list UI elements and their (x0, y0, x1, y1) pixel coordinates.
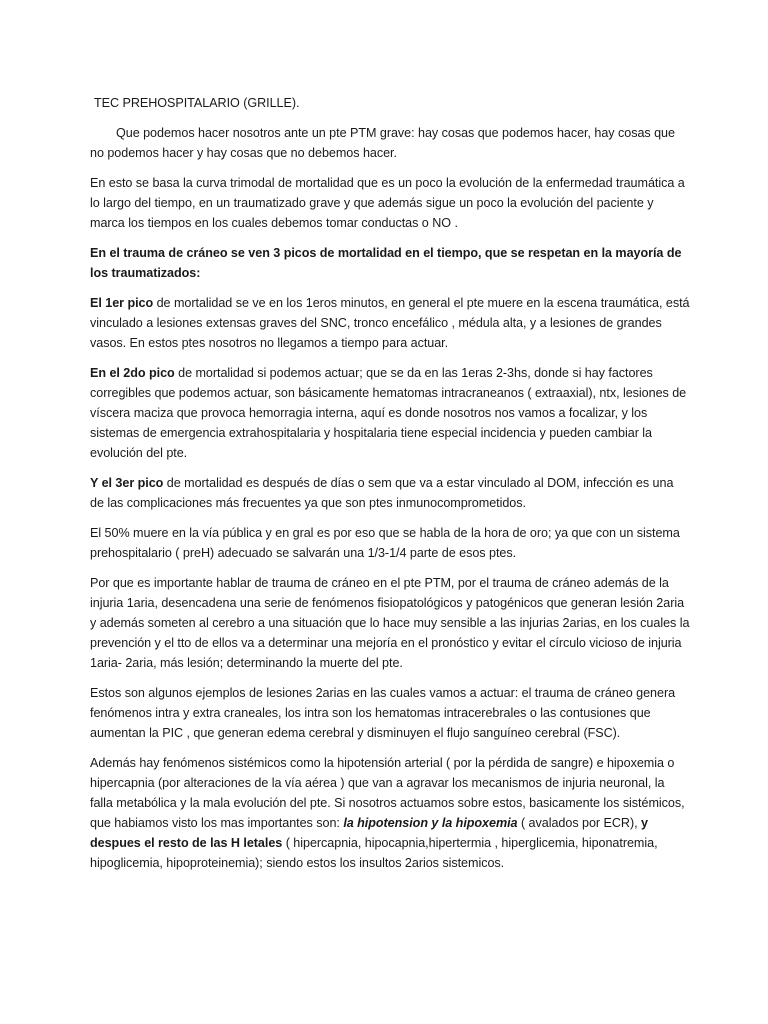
paragraph-systemic-phenomena (90, 753, 690, 873)
paragraph-importance: Por que es importante hablar de trauma de cráneo en el pte PTM, por el trauma de cráneo además de la injuria 1aria, desencadena una serie de fenómenos fisiopatológicos y patogénicos que generan lesión 2aria y además someten al cerebro a una situación que lo hace muy sensible a las injurias 2arias, en los cuales la prevención y el tto de ellos va a determinar una mejoría en el pronóstico y evitar el círculo vicioso de injuria 1aria- 2aria, más lesión; determinando la muerte del pte. (90, 576, 690, 670)
second-peak-label: En el 2do pico (90, 366, 175, 380)
paragraph-three-peaks-heading: En el trauma de cráneo se ven 3 picos de mortalidad en el tiempo, que se respetan en la mayoría de los traumatizados: (90, 246, 682, 280)
paragraph-first-peak (90, 293, 690, 353)
paragraph-secondary-lesions: Estos son algunos ejemplos de lesiones 2arias en las cuales vamos a actuar: el trauma de cráneo genera fenómenos intra y extra craneales, los intra son los hematomas intracerebrales o las contusiones que aumentan la PIC , que generan edema cerebral y disminuyen el flujo sanguíneo cerebral (FSC). (90, 686, 676, 740)
systemic-text-b: ( avalados por ECR), (517, 816, 642, 830)
paragraph-trimodal-curve: En esto se basa la curva trimodal de mortalidad que es un poco la evolución de la enfermedad traumática a lo largo del tiempo, en un traumatizado grave y que además sigue un poco la evolución del paciente y marca los tiempos en los cuales debemos tomar conductas o NO . (90, 176, 685, 230)
first-peak-label: El 1er pico (90, 296, 154, 310)
paragraph-intro: Que podemos hacer nosotros ante un pte PTM grave: hay cosas que podemos hacer, hay cosas que no podemos hacer y hay cosas que no debemos hacer. (90, 126, 675, 160)
second-peak-text: de mortalidad si podemos actuar; que se da en las 1eras 2-3hs, donde si hay factores corregibles que podemos actuar, son básicamente hematomas intracraneanos ( extraaxial), ntx, lesiones de víscera maciza que provoca hemorragia interna, aquí es donde nosotros nos vamos a focalizar, y los sistemas de emergencia extrahospitalaria y hospitalaria tiene especial incidencia y pueden cambiar la evolución del pte. (90, 366, 687, 460)
paragraph-third-peak (90, 473, 690, 513)
paragraph-golden-hour: El 50% muere en la vía pública y en gral es por eso que se habla de la hora de oro; ya que con un sistema prehospitalario ( preH) adecuado se salvarán una 1/3-1/4 parte de esos ptes. (90, 526, 680, 560)
third-peak-text: de mortalidad es después de días o sem que va a estar vinculado al DOM, infección es una de las complicaciones más frecuentes ya que son ptes inmunocomprometidos. (90, 476, 674, 510)
systemic-text-a: Además hay fenómenos sistémicos como la hipotensión arterial ( por la pérdida de sangre) e hipoxemia o hipercapnia (por alteraciones de la vía aérea ) que van a agravar los mecanismos de injuria neuronal, la falla metabólica y la mala evolución del pte. Si nosotros actuamos sobre estos, basicamente los sistémicos, que habiamos visto los mas importantes son: (90, 756, 685, 830)
document-page (90, 93, 690, 883)
first-peak-text: de mortalidad se ve en los 1eros minutos, en general el pte muere en la escena traumática, está vinculado a lesiones extensas graves del SNC, tronco encefálico , médula alta, y a lesiones de grandes vasos. En estos ptes nosotros no llegamos a tiempo para actuar. (90, 296, 690, 350)
systemic-highlight: la hipotension y la hipoxemia (343, 816, 518, 830)
systemic-lethal-h: y despues el resto de las H letales (90, 816, 648, 850)
paragraph-second-peak (90, 363, 690, 463)
third-peak-label: Y el 3er pico (90, 476, 164, 490)
systemic-text-c: ( hipercapnia, hipocapnia,hipertermia , hiperglicemia, hiponatremia, hipoglicemia, hipoproteinemia); siendo estos los insultos 2arios sistemicos. (90, 836, 658, 870)
document-title: TEC PREHOSPITALARIO (GRILLE). (94, 96, 300, 110)
